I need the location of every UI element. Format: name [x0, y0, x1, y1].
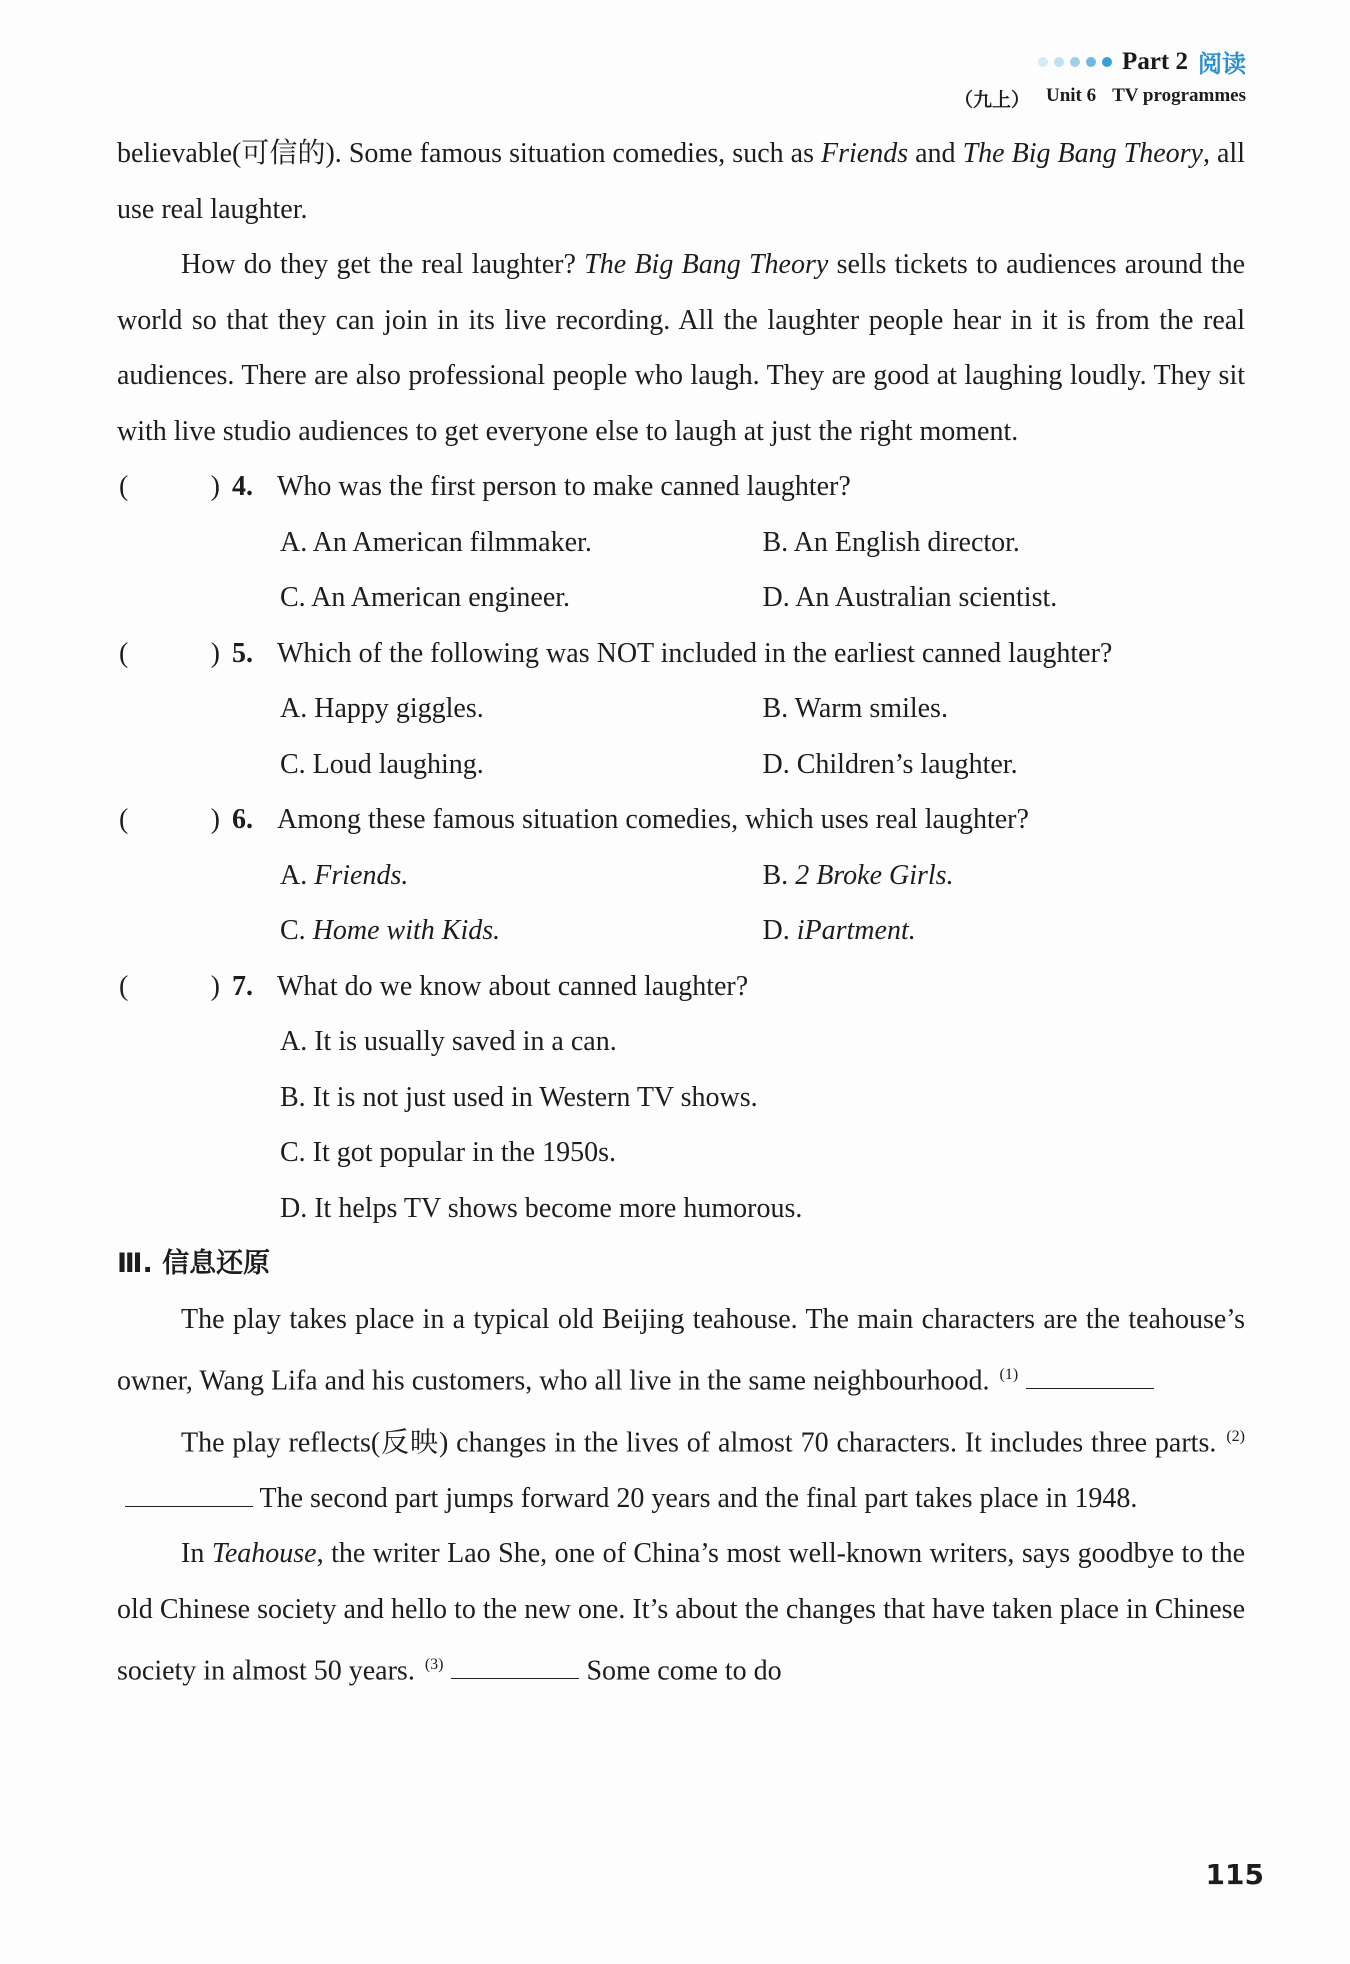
page-content: [117, 126, 1245, 1699]
play-title: Teahouse: [211, 1538, 317, 1570]
question-text: Which of the following was NOT included in the earliest canned laughter?: [277, 637, 1113, 669]
dot-icon: [1086, 57, 1096, 67]
text-run: The play reflects(反映) changes in the lives of almost 70 characters. It includes three parts.: [181, 1427, 1217, 1459]
answer-blank-2[interactable]: [125, 1484, 253, 1507]
dot-icon: [1102, 57, 1112, 67]
question-number: 6.: [232, 804, 253, 835]
text-run: In: [181, 1538, 212, 1570]
answer-bracket[interactable]: ( ): [119, 804, 220, 835]
option-a[interactable]: A. Happy giggles.: [280, 693, 484, 724]
option-d[interactable]: D. Children’s laughter.: [762, 748, 1018, 780]
topic-label: TV programmes: [1112, 85, 1246, 106]
question-7: [117, 959, 1245, 1015]
text-run: sells tickets to audiences around the world so that they can join in its live recording. All the laughter people hear in it is from the real audiences. There are also professional people who laugh. They are good at laughing loudly. They sit with live studio audiences to get everyone else to laugh at just the right moment.: [117, 249, 1245, 447]
dot-icon: [1038, 57, 1048, 67]
page-number: 115: [1205, 1858, 1264, 1891]
passage-paragraph: [117, 126, 1245, 237]
answer-bracket[interactable]: ( ): [119, 637, 220, 669]
show-title: Friends: [821, 138, 909, 169]
show-title: The Big Bang Theory: [962, 138, 1203, 169]
part-label: Part 2: [1122, 47, 1188, 75]
text-run: The play takes place in a typical old Beijing teahouse. The main characters are the teahouse’s owner, Wang Lifa and his customers, who all live in the same neighbourhood.: [117, 1303, 1245, 1397]
question-text: What do we know about canned laughter?: [277, 970, 749, 1002]
option-c[interactable]: C. Loud laughing.: [280, 748, 484, 780]
decorative-dots: [1038, 57, 1112, 67]
dot-icon: [1070, 57, 1080, 67]
option-b[interactable]: B. Warm smiles.: [762, 693, 948, 724]
question-5: [117, 626, 1245, 682]
text-run: How do they get the real laughter?: [181, 249, 585, 280]
question-text: Among these famous situation comedies, which uses real laughter?: [277, 804, 1029, 835]
question-6: [117, 792, 1245, 848]
option-d[interactable]: D. An Australian scientist.: [762, 582, 1058, 613]
blank-number: (3): [424, 1656, 444, 1674]
options-row: [117, 515, 1245, 571]
question-number: 7.: [232, 970, 253, 1002]
option-a[interactable]: A. It is usually saved in a can.: [280, 1026, 617, 1057]
passage-paragraph: [117, 1526, 1245, 1699]
option-c[interactable]: C. It got popular in the 1950s.: [280, 1137, 616, 1168]
question-number: 4.: [232, 471, 253, 502]
section-label: 阅读: [1198, 50, 1246, 78]
blank-number: (2): [1226, 1427, 1245, 1445]
dot-icon: [1054, 57, 1064, 67]
section-title: Ⅲ. 信息还原: [117, 1248, 271, 1279]
question-4: [117, 459, 1245, 515]
answer-bracket[interactable]: ( ): [119, 471, 220, 502]
option-b[interactable]: B. An English director.: [762, 526, 1020, 558]
option-c[interactable]: C. An American engineer.: [280, 582, 571, 613]
option-a[interactable]: A. An American filmmaker.: [280, 526, 592, 558]
options-row: [117, 570, 1245, 626]
passage-paragraph: [117, 237, 1245, 459]
options-row: [117, 903, 1245, 959]
show-title: The Big Bang Theory: [584, 249, 829, 280]
answer-blank-1[interactable]: [1026, 1366, 1154, 1389]
options-row: [117, 681, 1245, 737]
answer-blank-3[interactable]: [451, 1656, 579, 1679]
text-run: , the writer Lao She, one of China’s most well-known writers, says goodbye to the old Chinese society and hello to the new one. It’s about the changes that have taken place in Chinese society in almost 50 years.: [117, 1538, 1246, 1687]
question-text: Who was the first person to make canned laughter?: [277, 471, 851, 502]
passage-paragraph: [117, 1292, 1245, 1409]
page-header: [954, 44, 1246, 112]
option-d[interactable]: D. iPartment.: [762, 915, 916, 946]
option-a[interactable]: A. Friends.: [280, 859, 409, 891]
options-row: [117, 737, 1245, 793]
blank-number: (1): [999, 1366, 1019, 1383]
option-d[interactable]: D. It helps TV shows become more humorous.: [280, 1192, 803, 1224]
text-run: believable(可信的). Some famous situation comedies, such as: [117, 138, 821, 169]
text-run: and: [908, 138, 963, 169]
option-c[interactable]: C. Home with Kids.: [280, 915, 501, 946]
option-b[interactable]: B. 2 Broke Girls.: [762, 859, 954, 891]
option-b[interactable]: B. It is not just used in Western TV shows.: [280, 1081, 758, 1113]
text-run: The second part jumps forward 20 years and the final part takes place in 1948.: [259, 1482, 1138, 1514]
options-row: [117, 848, 1245, 904]
unit-label: Unit 6: [1045, 85, 1097, 106]
text-run: , all use real laughter.: [117, 138, 1245, 225]
question-number: 5.: [232, 637, 253, 669]
grade-label: （九上）: [953, 90, 1030, 111]
text-run: Some come to do: [586, 1655, 782, 1687]
answer-bracket[interactable]: ( ): [119, 970, 220, 1002]
passage-paragraph: [117, 1409, 1245, 1526]
